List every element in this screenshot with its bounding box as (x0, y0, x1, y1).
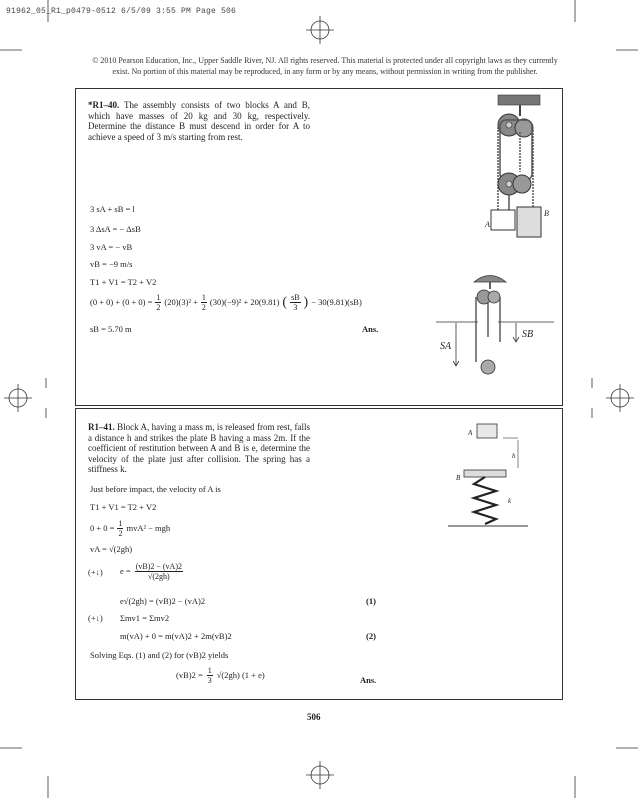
final-result (176, 666, 265, 685)
equation-energy-expanded-2 (90, 519, 170, 538)
eq-left: e = (120, 566, 131, 576)
frac-num: 1 (156, 293, 161, 302)
problem-text: The assembly consists of two blocks A and B, which have masses of 20 kg and 30 kg, respectively. Determine the distance B must descend in order for A to achieve a speed of 3 m/s starting from rest. (88, 100, 310, 142)
paren-close: ) (303, 294, 309, 310)
fraction-sb-3 (290, 293, 300, 312)
frac-num: 1 (118, 519, 123, 528)
equation-1: e√(2gh) = (vB)2 − (vA)2 (120, 596, 206, 606)
sign-convention: (+↓) (88, 567, 103, 577)
equation-displacement: 3 ΔsA = − ΔsB (90, 224, 141, 234)
text-solving: Solving Eqs. (1) and (2) for (vB)2 yields (90, 650, 229, 660)
sketch-ropes (476, 297, 500, 362)
problem-number: *R1–40. (88, 100, 120, 110)
fraction-third (207, 666, 213, 685)
eq-part1: (20)(3)² + (164, 297, 198, 307)
problem-statement-r1-40 (88, 100, 310, 142)
pulley-bottom-right (513, 175, 531, 193)
label-sb: SB (522, 329, 534, 340)
text-just-before: Just before impact, the velocity of A is (90, 484, 221, 494)
frac-den: 3 (207, 676, 212, 685)
plate-b (464, 470, 506, 477)
equation-constraint: 3 sA + sB = l (90, 204, 135, 214)
fraction-half-1 (155, 293, 161, 312)
spring-plate-figure (448, 418, 558, 533)
answer-label-2: Ans. (360, 675, 377, 685)
file-info-header: 91962_05_R1_p0479-0512 6/5/09 3:55 PM Page 506 (6, 7, 237, 16)
eq-part3: − 30(9.81)(sB) (311, 297, 362, 307)
fraction-half (117, 519, 123, 538)
label-h: h (512, 452, 516, 460)
frac-den: 2 (156, 303, 161, 312)
fraction-restitution (135, 562, 183, 581)
equation-restitution (120, 562, 183, 581)
eq-left: (vB)2 = (176, 670, 203, 680)
eq-part2: (30)(−9)² + 20(9.81) (209, 297, 280, 307)
equation-energy-expanded (90, 293, 362, 312)
label-a: A (468, 429, 473, 437)
equation-tag-1: (1) (366, 596, 376, 606)
label-k: k (508, 497, 512, 505)
equation-vb: vB = −9 m/s (90, 259, 133, 269)
frac-num: 1 (207, 666, 212, 675)
label-b: B (544, 209, 549, 218)
pulley-hub (506, 181, 512, 187)
problem-statement-r1-41 (88, 422, 310, 475)
sketch-pulley-bottom (481, 360, 495, 374)
equation-energy: T1 + V1 = T2 + V2 (90, 277, 157, 287)
frac-num: sB (291, 293, 300, 302)
equation-energy-2: T1 + V1 = T2 + V2 (90, 502, 157, 512)
eq-right: mvA² − mgh (126, 523, 171, 533)
ceiling-mount (498, 95, 540, 105)
frac-den: 2 (118, 529, 123, 538)
page-number: 506 (307, 712, 321, 722)
sketch-pulley-top-2 (488, 291, 500, 303)
equation-2: m(vA) + 0 = m(vA)2 + 2m(vB)2 (120, 631, 232, 641)
eq-left: (0 + 0) + (0 + 0) = (90, 297, 153, 307)
answer-label: Ans. (362, 324, 379, 334)
sketch-ceiling (474, 276, 506, 283)
block-a (477, 424, 497, 438)
displacement-sketch-figure (432, 267, 557, 387)
eq-right: √(2gh) (1 + e) (216, 670, 265, 680)
label-sa: SA (440, 341, 452, 352)
copyright-notice: © 2010 Pearson Education, Inc., Upper Saddle River, NJ. All rights reserved. This material is protected under all copyright laws as they currently exist. No portion of this material may be reproduced, in any form or by any means, without permission in writing from the publisher. (92, 56, 558, 76)
problem-number: R1–41. (88, 422, 115, 432)
equation-tag-2: (2) (366, 631, 376, 641)
equation-velocity: 3 vA = − vB (90, 242, 133, 252)
frac-den: 3 (293, 303, 298, 312)
equation-va: vA = √(2gh) (90, 544, 133, 554)
result-sb: sB = 5.70 m (90, 324, 132, 334)
spring (474, 477, 496, 524)
frac-den: √(2gh) (147, 572, 170, 581)
problem-text: Block A, having a mass m, is released from rest, falls a distance h and strikes the plate B having a mass 2m. If the coefficient of restitution between A and B is e, determine the velocity of the plate just after collision. The spring has a stiffness k. (88, 422, 310, 474)
pulley-assembly-figure (480, 92, 556, 242)
pulley-hub (506, 122, 512, 128)
equation-momentum: Σmv1 = Σmv2 (120, 613, 170, 623)
frac-num: (vB)2 − (vA)2 (135, 562, 182, 571)
fraction-half-2 (201, 293, 207, 312)
block-b (517, 207, 541, 237)
eq-left: 0 + 0 = (90, 523, 115, 533)
label-a: A (485, 220, 490, 229)
label-b: B (456, 474, 461, 482)
sign-convention-2: (+↓) (88, 613, 103, 623)
frac-num: 1 (201, 293, 206, 302)
paren-open: ( (282, 294, 288, 310)
frac-den: 2 (201, 303, 206, 312)
block-a (491, 210, 515, 230)
